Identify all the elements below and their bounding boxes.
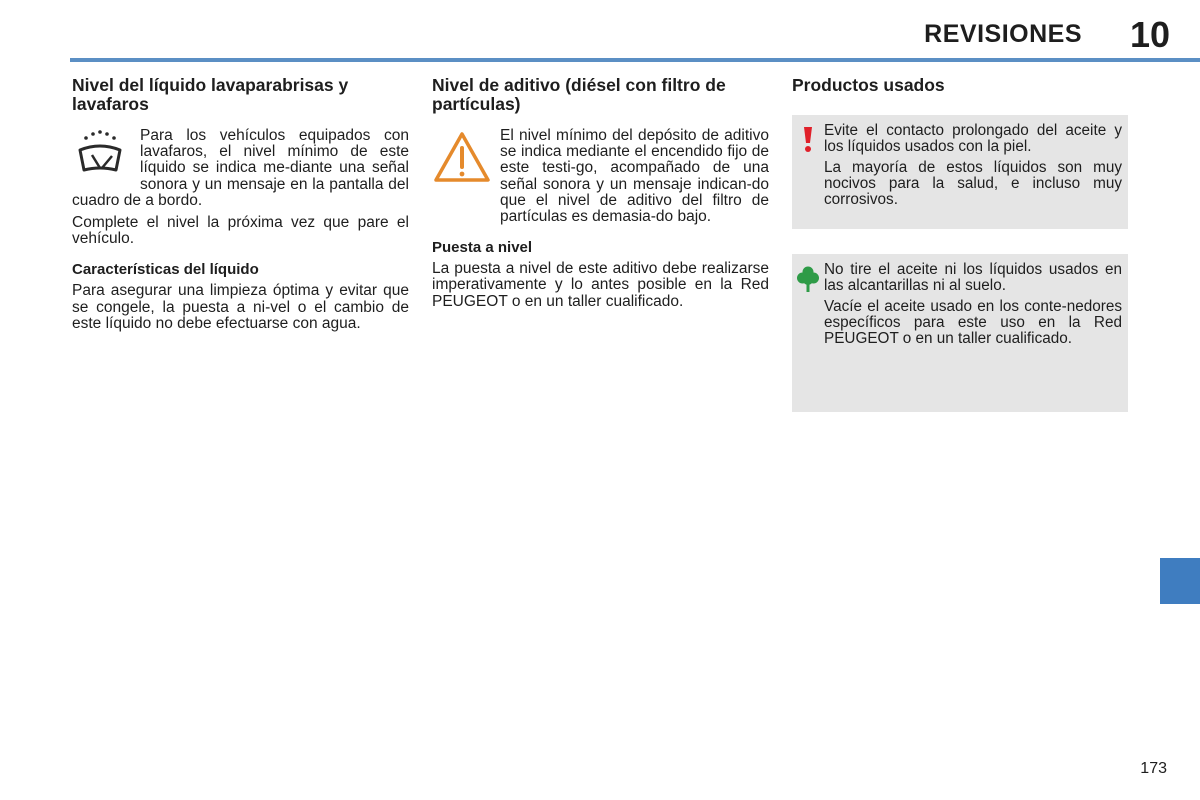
section-title: Productos usados [792, 75, 945, 95]
topping-up-text: La puesta a nivel de este aditivo debe realizarse imperativamente y lo antes posible en la Red PEUGEOT o en un taller cualificado. [432, 260, 769, 310]
environment-note-text [824, 262, 1122, 347]
environment-note [792, 254, 1128, 412]
additive-intro-block [432, 128, 769, 225]
environment-note-paragraph: No tire el aceite ni los líquidos usados en las alcantarillas ni al suelo. [824, 261, 1122, 295]
warning-note [792, 115, 1128, 229]
fluid-characteristics-text: Para asegurar una limpieza óptima y evitar que se congele, la puesta a ni-vel o el cambio de este líquido no debe efectuarse con agua. [72, 282, 409, 332]
washer-fluid-intro: Para los vehículos equipados con lavafaros, el nivel mínimo de este líquido se indica me-diante una señal sonora y un mensaje en la pantalla del cuadro de a bordo. [72, 127, 409, 209]
additive-intro: El nivel mínimo del depósito de aditivo se indica mediante el encendido fijo de este testi-go, acompañado de una señal sonora y un mensaje indican-do que el nivel de aditivo del filtro de partículas es demasia-do bajo. [500, 127, 769, 226]
warning-triangle-icon [432, 128, 500, 214]
fluid-characteristics-heading: Características del líquido [72, 261, 259, 279]
section-title: Nivel de aditivo (diésel con filtro de partículas) [432, 75, 726, 114]
warning-note-text [824, 123, 1122, 208]
page-number: 173 [1140, 760, 1167, 777]
washer-fluid-icon [72, 128, 140, 190]
exclamation-icon [800, 123, 816, 158]
warning-note-paragraph: Evite el contacto prolongado del aceite y los líquidos usados con la piel. [824, 122, 1122, 156]
topping-up-heading: Puesta a nivel [432, 239, 533, 257]
chapter-title: REVISIONES [924, 20, 1082, 48]
section-title: Nivel del líquido lavaparabrisas y lavafaros [72, 75, 349, 114]
chapter-side-tab [1160, 558, 1200, 604]
environment-note-paragraph: Vacíe el aceite usado en los conte-nedores específicos para este uso en la Red PEUGEOT o en un taller cualificado. [824, 297, 1122, 348]
warning-note-paragraph: La mayoría de estos líquidos son muy nocivos para la salud, e incluso muy corrosivos. [824, 158, 1122, 209]
washer-fluid-section [72, 76, 409, 332]
header-divider [70, 58, 1200, 62]
additive-level-section [432, 76, 769, 310]
chapter-number: 10 [1129, 14, 1170, 55]
used-products-section [792, 76, 1129, 95]
tree-icon [797, 265, 819, 298]
refill-advice: Complete el nivel la próxima vez que pare el vehículo. [72, 214, 409, 248]
washer-fluid-intro-block [72, 128, 409, 209]
